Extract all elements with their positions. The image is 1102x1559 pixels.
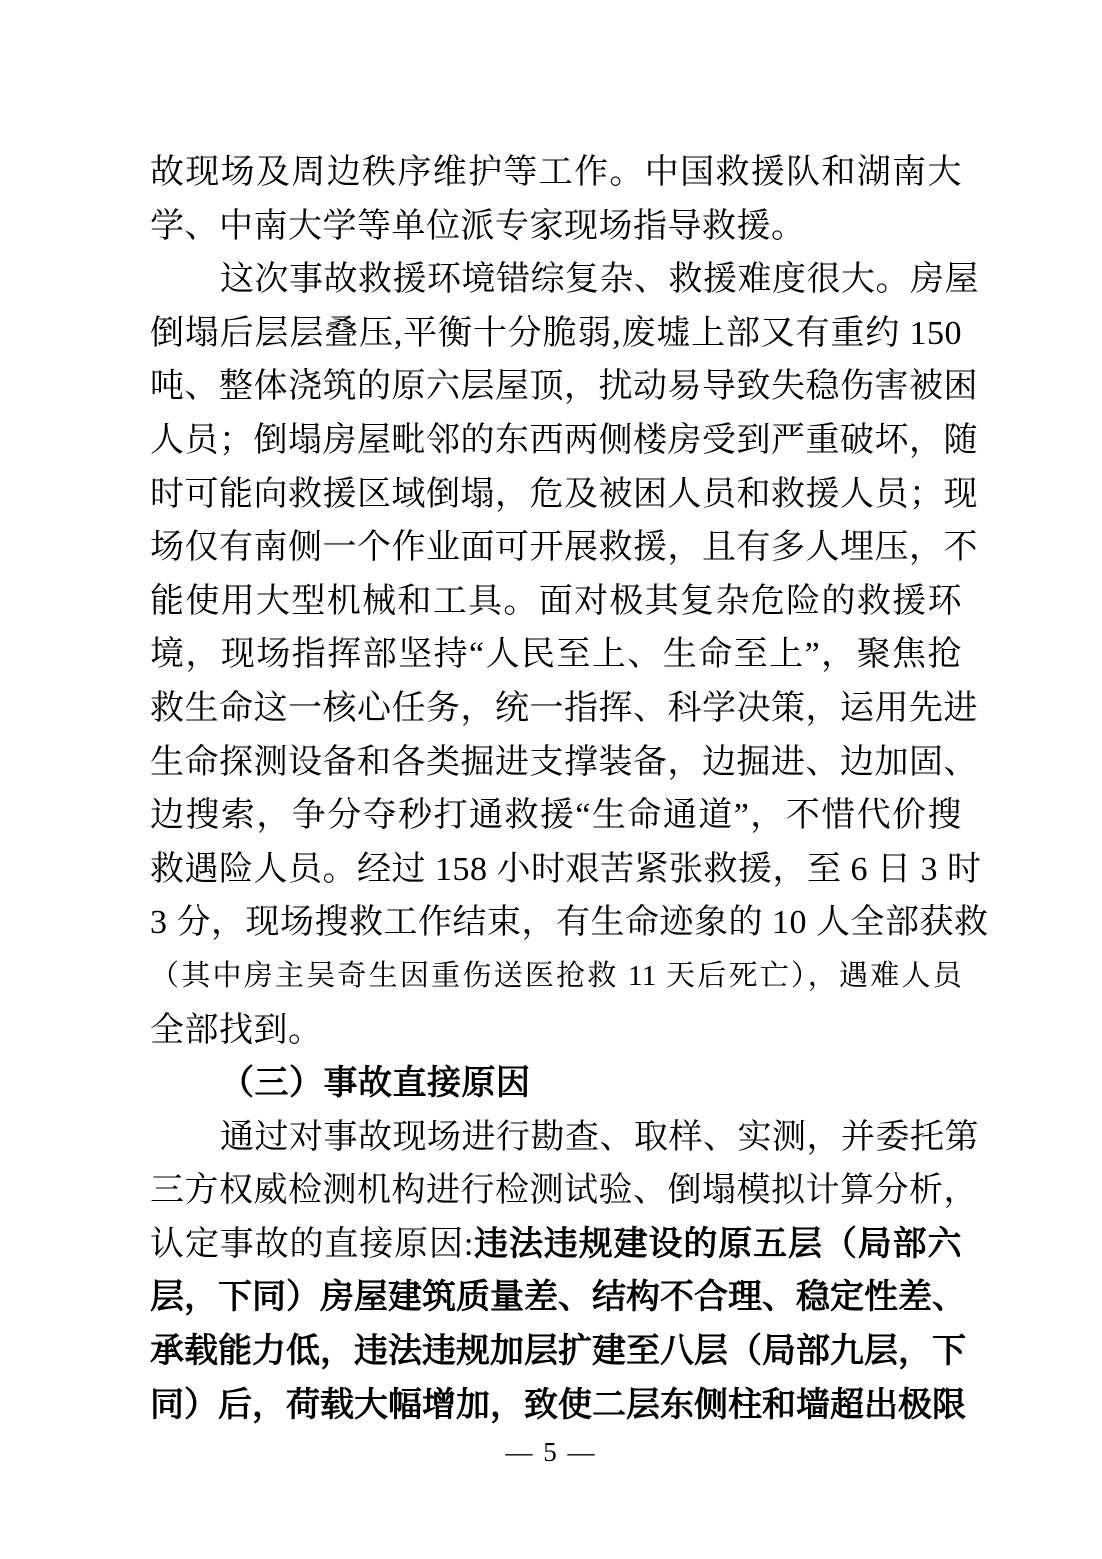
- paragraph-line-bold: 层，下同）房屋建筑质量差、结构不合理、稳定性差、: [150, 1278, 966, 1317]
- paragraph-line: 人员；倒塌房屋毗邻的东西两侧楼房受到严重破坏，随: [150, 421, 978, 459]
- paragraph-line: 境，现场指挥部坚持“人民至上、生命至上”，聚焦抢: [150, 636, 962, 674]
- paragraph-line: 吨、整体浇筑的原六层屋顶，扰动易导致失稳伤害被困: [150, 368, 978, 406]
- paragraph-line: 倒塌后层层叠压,平衡十分脆弱,废墟上部又有重约 150: [150, 314, 962, 352]
- text-block: [150, 146, 989, 1432]
- paragraph-line: 救遇险人员。经过 158 小时艰苦紧张救援，至 6 日 3 时: [150, 850, 982, 888]
- paragraph-line: 故现场及周边秩序维护等工作。中国救援队和湖南大: [150, 154, 962, 191]
- paragraph-line: 全部找到。: [150, 1011, 323, 1049]
- cause-line-prefix: 认定事故的直接原因:: [150, 1225, 474, 1263]
- paragraph-line: 能使用大型机械和工具。面对极其复杂危险的救援环: [150, 582, 962, 620]
- paragraph-line: 生命探测设备和各类掘进支撑装备，边掘进、边加固、: [150, 743, 978, 781]
- page-number: — 5 —: [505, 1437, 597, 1467]
- paragraph-line: 3 分，现场搜救工作结束，有生命迹象的 10 人全部获救: [150, 904, 989, 942]
- cause-line-bold: 违法违规建设的原五层（局部六: [473, 1224, 962, 1263]
- paragraph-line: 三方权威检测机构进行检测试验、倒塌模拟计算分析，: [150, 1172, 978, 1210]
- paragraph-line: 边搜索，争分夺秒打通救援“生命通道”，不惜代价搜: [150, 797, 962, 835]
- paragraph-line: 学、中南大学等单位派专家现场指导救援。: [150, 207, 806, 245]
- paragraph-line-condensed: （其中房主吴奇生因重伤送医抢救 11 天后死亡），遇难人员: [150, 959, 962, 992]
- paragraph-line-bold: 承载能力低，违法违规加层扩建至八层（局部九层，下: [150, 1332, 966, 1371]
- paragraph-line: 救生命这一核心任务，统一指挥、科学决策，运用先进: [150, 689, 978, 727]
- paragraph-line: 通过对事故现场进行勘查、取样、实测，并委托第: [220, 1118, 979, 1156]
- section-heading-direct-cause: （三）事故直接原因: [220, 1065, 531, 1103]
- paragraph-line: 这次事故救援环境错综复杂、救援难度很大。房屋: [220, 261, 979, 299]
- paragraph-line: 场仅有南侧一个作业面可开展救援，且有多人埋压，不: [150, 529, 978, 567]
- paragraph-line-bold: 同）后，荷载大幅增加，致使二层东侧柱和墙超出极限: [150, 1385, 966, 1424]
- paragraph-line: 时可能向救援区域倒塌，危及被困人员和救援人员；现: [150, 475, 978, 513]
- paragraph-line-mixed: [150, 1218, 962, 1272]
